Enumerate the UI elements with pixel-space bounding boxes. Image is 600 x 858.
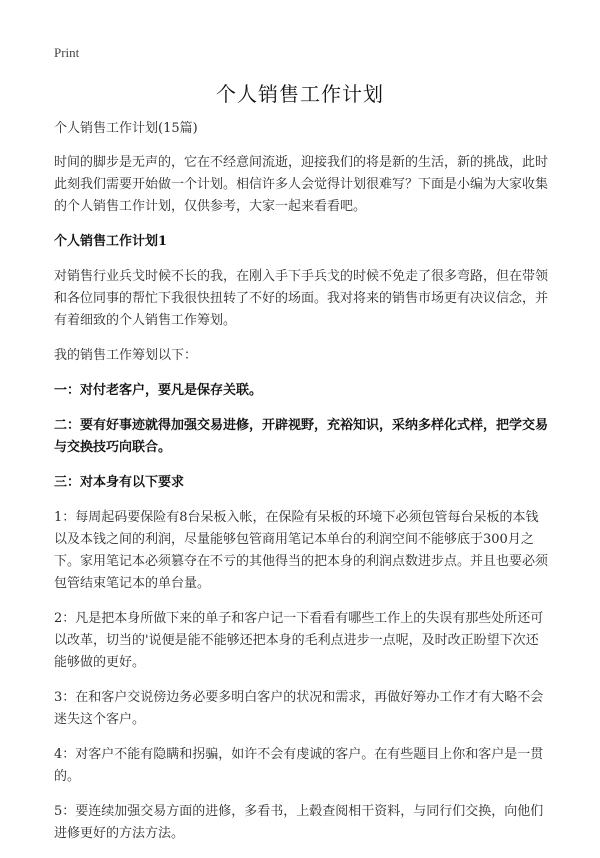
section-heading: 个人销售工作计划1 (54, 234, 168, 249)
list-item-2: 2：凡是把本身所做下来的单子和客户记一下看看有哪些工作上的失误有那些处所还可以改革，切当的'说便是能不能够还把本身的毛利点进步一点呢，及时改正盼望下次还能够做的更好。 (54, 611, 544, 670)
list-item-4: 4：对客户不能有隐瞒和拐骗，如许不会有虔诚的客户。在有些题目上你和客户是一贯的。 (54, 747, 544, 784)
intro-paragraph: 时间的脚步是无声的，它在不经意间流逝，迎接我们的将是新的生活，新的挑战，此时此刻我们需要开始做一个计划。相信许多人会觉得计划很难写？下面是小编为大家收集的个人销售工作计划，仅供参考，大家一起来看看吧。 (54, 155, 549, 214)
document-subtitle: 个人销售工作计划(15篇) (54, 121, 198, 136)
page-title: 个人销售工作计划 (216, 82, 384, 106)
list-item-5: 5：要连续加强交易方面的进修，多看书，上毂查阅相干资料，与同行们交换，向他们进修更好的方法方法。 (54, 804, 544, 841)
print-button[interactable]: Print (54, 45, 80, 60)
list-item-1: 1：每周起码要保险有8台呆板入帐，在保险有呆板的环境下必须包管每台呆板的本钱以及本钱之间的利润，尽量能够包管商用笔记本单台的利润空间不能够底于300月之下。家用笔记本必须篡夺在不亏的其他得当的把本身的利润点数进步点。并且也要必须包管结束笔记本的单台量。 (54, 510, 549, 591)
document-body (54, 118, 550, 858)
point-heading-2: 二：要有好事迹就得加强交易进修，开辟视野，充裕知识，采纳多样化式样，把学交易与交换技巧向联合。 (54, 418, 549, 455)
body-paragraph-1: 对销售行业兵戈时候不长的我，在刚入手下手兵戈的时候不免走了很多弯路，但在带领和各位同事的帮忙下我很快扭转了不好的场面。我对将来的销售市场更有决议信念，并有着细致的个人销售工作筹划。 (54, 269, 549, 328)
list-item-3: 3：在和客户交说傍边务必要多明白客户的状况和需求，再做好筹办工作才有大略不会迷失这个客户。 (54, 690, 544, 727)
point-heading-1: 一：对付老客户，要凡是保存关联。 (54, 383, 263, 398)
point-heading-3: 三：对本身有以下要求 (54, 475, 185, 490)
body-paragraph-2: 我的销售工作筹划以下： (54, 348, 198, 363)
